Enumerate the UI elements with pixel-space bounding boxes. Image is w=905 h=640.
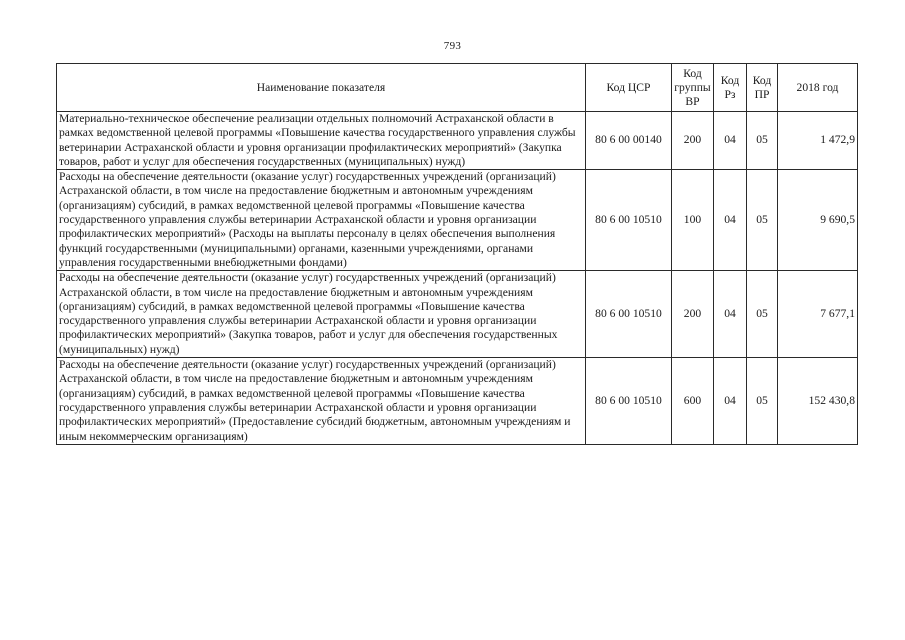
row-vr-code: 200 — [672, 271, 714, 358]
header-vr-code: Код группы ВР — [672, 64, 714, 112]
row-rz-code: 04 — [714, 112, 747, 170]
row-amount: 9 690,5 — [778, 170, 858, 271]
row-name: Расходы на обеспечение деятельности (оказание услуг) государственных учреждений (организаций) Астраханской области, в том числе на предоставление бюджетным и автономным учреждениям (организациям) субсидий, в рамках ведомственной целевой программы «Повышение качества государственного управления службы ветеринарии Астраханской области и уровня организации профилактических мероприятий» (Закупка товаров, работ и услуг для обеспечения государственных (муниципальных) нужд) — [57, 271, 586, 358]
row-csr-code: 80 6 00 10510 — [586, 170, 672, 271]
row-name: Расходы на обеспечение деятельности (оказание услуг) государственных учреждений (организаций) Астраханской области, в том числе на предоставление бюджетным и автономным учреждениям (организациям) субсидий, в рамках ведомственной целевой программы «Повышение качества государственного управления службы ветеринарии Астраханской области и уровня организации профилактических мероприятий» (Предоставление субсидий бюджетным, автономным учреждениям и иным некоммерческим организациям) — [57, 358, 586, 445]
header-row — [57, 64, 858, 112]
header-csr-code: Код ЦСР — [586, 64, 672, 112]
page-number: 793 — [443, 40, 462, 52]
header-pr-code: Код ПР — [747, 64, 778, 112]
row-rz-code: 04 — [714, 271, 747, 358]
budget-table — [56, 63, 858, 445]
row-amount: 1 472,9 — [778, 112, 858, 170]
row-name: Материально-техническое обеспечение реализации отдельных полномочий Астраханской области в рамках ведомственной целевой программы «Повышение качества государственного управления службы ветеринарии Астраханской области и уровня организации профилактических мероприятий» (Закупка товаров, работ и услуг для обеспечения государственных (муниципальных) нужд) — [57, 112, 586, 170]
row-csr-code: 80 6 00 00140 — [586, 112, 672, 170]
table-row — [57, 112, 858, 170]
header-rz-code: Код Рз — [714, 64, 747, 112]
header-year: 2018 год — [778, 64, 858, 112]
row-pr-code: 05 — [747, 112, 778, 170]
table-row — [57, 358, 858, 445]
row-pr-code: 05 — [747, 271, 778, 358]
row-amount: 7 677,1 — [778, 271, 858, 358]
row-csr-code: 80 6 00 10510 — [586, 271, 672, 358]
row-pr-code: 05 — [747, 358, 778, 445]
header-name: Наименование показателя — [57, 64, 586, 112]
row-name: Расходы на обеспечение деятельности (оказание услуг) государственных учреждений (организаций) Астраханской области, в том числе на предоставление бюджетным и автономным учреждениям (организациям) субсидий, в рамках ведомственной целевой программы «Повышение качества государственного управления службы ветеринарии Астраханской области и уровня организации профилактических мероприятий» (Расходы на выплаты персоналу в целях обеспечения выполнения функций государственными (муниципальными) органами, казенными учреждениями, органами управления государственными внебюджетными фондами) — [57, 170, 586, 271]
table-header — [57, 64, 858, 112]
row-rz-code: 04 — [714, 358, 747, 445]
table-row — [57, 170, 858, 271]
row-amount: 152 430,8 — [778, 358, 858, 445]
table-row — [57, 271, 858, 358]
row-pr-code: 05 — [747, 170, 778, 271]
row-vr-code: 600 — [672, 358, 714, 445]
row-csr-code: 80 6 00 10510 — [586, 358, 672, 445]
table-body — [57, 112, 858, 445]
row-vr-code: 100 — [672, 170, 714, 271]
row-rz-code: 04 — [714, 170, 747, 271]
row-vr-code: 200 — [672, 112, 714, 170]
